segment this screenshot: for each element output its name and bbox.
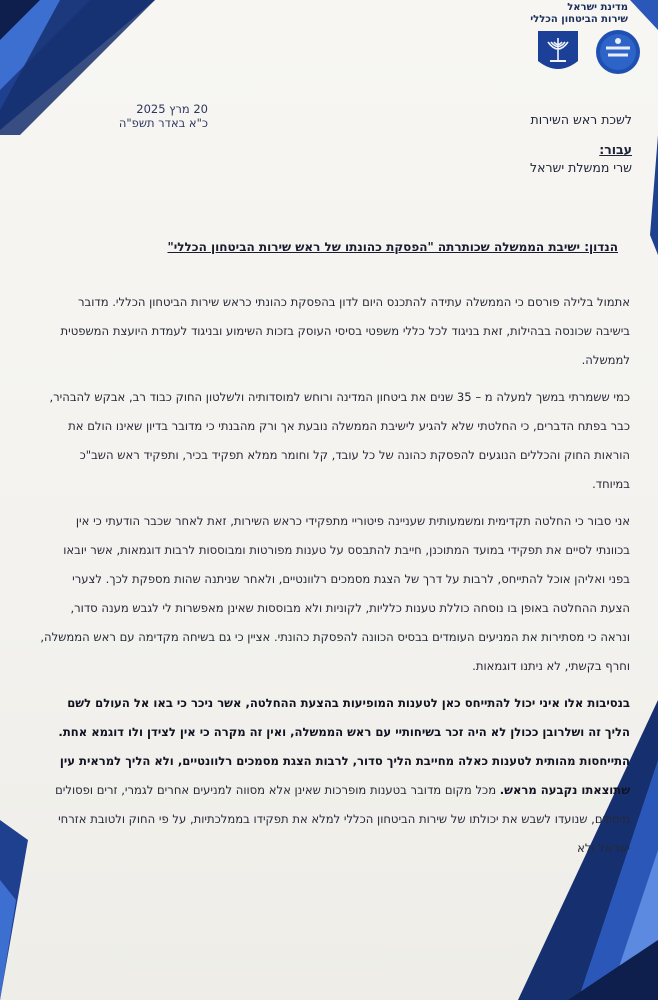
state-name: מדינת ישראל (567, 2, 628, 13)
letterhead-text (508, 2, 628, 26)
subject-line: הנדון: ישיבת הממשלה שכותרתה "הפסקת כהונתו של ראש שירות הביטחון הכללי" (167, 240, 618, 254)
menorah-emblem-icon (538, 31, 578, 69)
paragraph-2: כמי ששמרתי במשך למעלה מ – 35 שנים את ביטחון המדינה ורוחש למוסדותיה ולשלטון החוק כבוד רב, אבקש להבהיר, כבר בפתח הדברים, כי החלטתי שלא להגיע לישיבת הממשלה נובעת אך ורק מהבנתי כי מדובר בדיון שאינו הולם את הוראות החוק והכללים הנוגעים להפסקת כהונה של כל עובד, קל וחומר ממלא תפקיד בכיר, ותפקיד ראש השב"כ במיוחד. (49, 390, 630, 491)
recipient-label: עבור: (599, 142, 632, 157)
date-block (58, 102, 208, 130)
sender-line: לשכת ראש השירות (530, 112, 632, 127)
letter-body (40, 288, 630, 871)
paragraph-4-regular: מכל מקום מדובר בטענות מופרכות שאינן אלא מסווה למניעים אחרים לגמרי, זרים ופסולים מיסודם, שנועדו לשבש את יכולתו של שירות הביטחון הכללי למלא את תפקידו בממלכתיות, על פי החוק ולטובת אזרחי ישראל ולא (55, 783, 630, 855)
bottom-left-corner-decoration (0, 820, 30, 1000)
shin-bet-logo-icon (596, 30, 640, 74)
paragraph-3: אני סבור כי החלטה תקדימית ומשמעותית שעניינה פיטוריי מתפקידי כראש השירות, זאת לאחר שכבר הודעתי כי אין בכוונתי לסיים את תפקידי במועד המתוכנן, חייבת להתבסס על טענות מפורטות ומבוססות לרבות דוגמאות, אשר יובאו בפני ואליהן אוכל להתייחס, לרבות על דרך של הצגת מסמכים רלוונטיים, ולאחר שניתנה שהות מספקת לכך. לצערי הצעת ההחלטה באופן בו נוסחה כוללת טענות כלליות, לקוניות ולא מבוססות שאינן מאפשרות לי לגבש מענה סדור, ונראה כי מסתירות את המניעים העומדים בבסיס הכוונה להפסקת כהונתי. אציין כי גם בשיחה מקדימה עם ראש הממשלה, וחרף בקשתי, לא ניתנו דוגמאות. (40, 514, 630, 673)
paragraph-4 (40, 689, 630, 863)
hebrew-date: כ"א באדר תשפ"ה (118, 116, 208, 130)
letterhead-emblems (530, 28, 640, 78)
paragraph-1: אתמול בלילה פורסם כי הממשלה עתידה להתכנס היום לדון בהפסקת כהונתי כראש שירות הביטחון הכללי. מדובר בישיבה שכונסה בבהילות, זאת בניגוד לכל כללי משפטי בסיסי העוסק בזכות השימוע ובניגוד לעמדת היועצת המשפטית לממשלה. (60, 295, 630, 367)
paragraph-4-bold: בנסיבות אלו איני יכול להתייחס כאן לטענות המופיעות בהצעת ההחלטה, אשר ניכר כי באו אל העולם לשם הליך זה ושלרובן ככולן לא היה זכר בשיחותיי עם ראש הממשלה, ואין זה מקרה כי אין לצידן ולו דוגמא אחת. התייחסות מהותית לטענות כאלה מחייבת הליך סדור, לרבות הצגת מסמכים רלוונטיים, ולא הליך למראית עין שתוצאתו נקבעה מראש. (58, 696, 630, 797)
right-edge-decoration (646, 135, 658, 255)
gregorian-date: 20 מרץ 2025 (136, 102, 208, 116)
recipient-name: שרי ממשלת ישראל (530, 160, 632, 175)
service-name: שירות הביטחון הכללי (530, 14, 628, 25)
